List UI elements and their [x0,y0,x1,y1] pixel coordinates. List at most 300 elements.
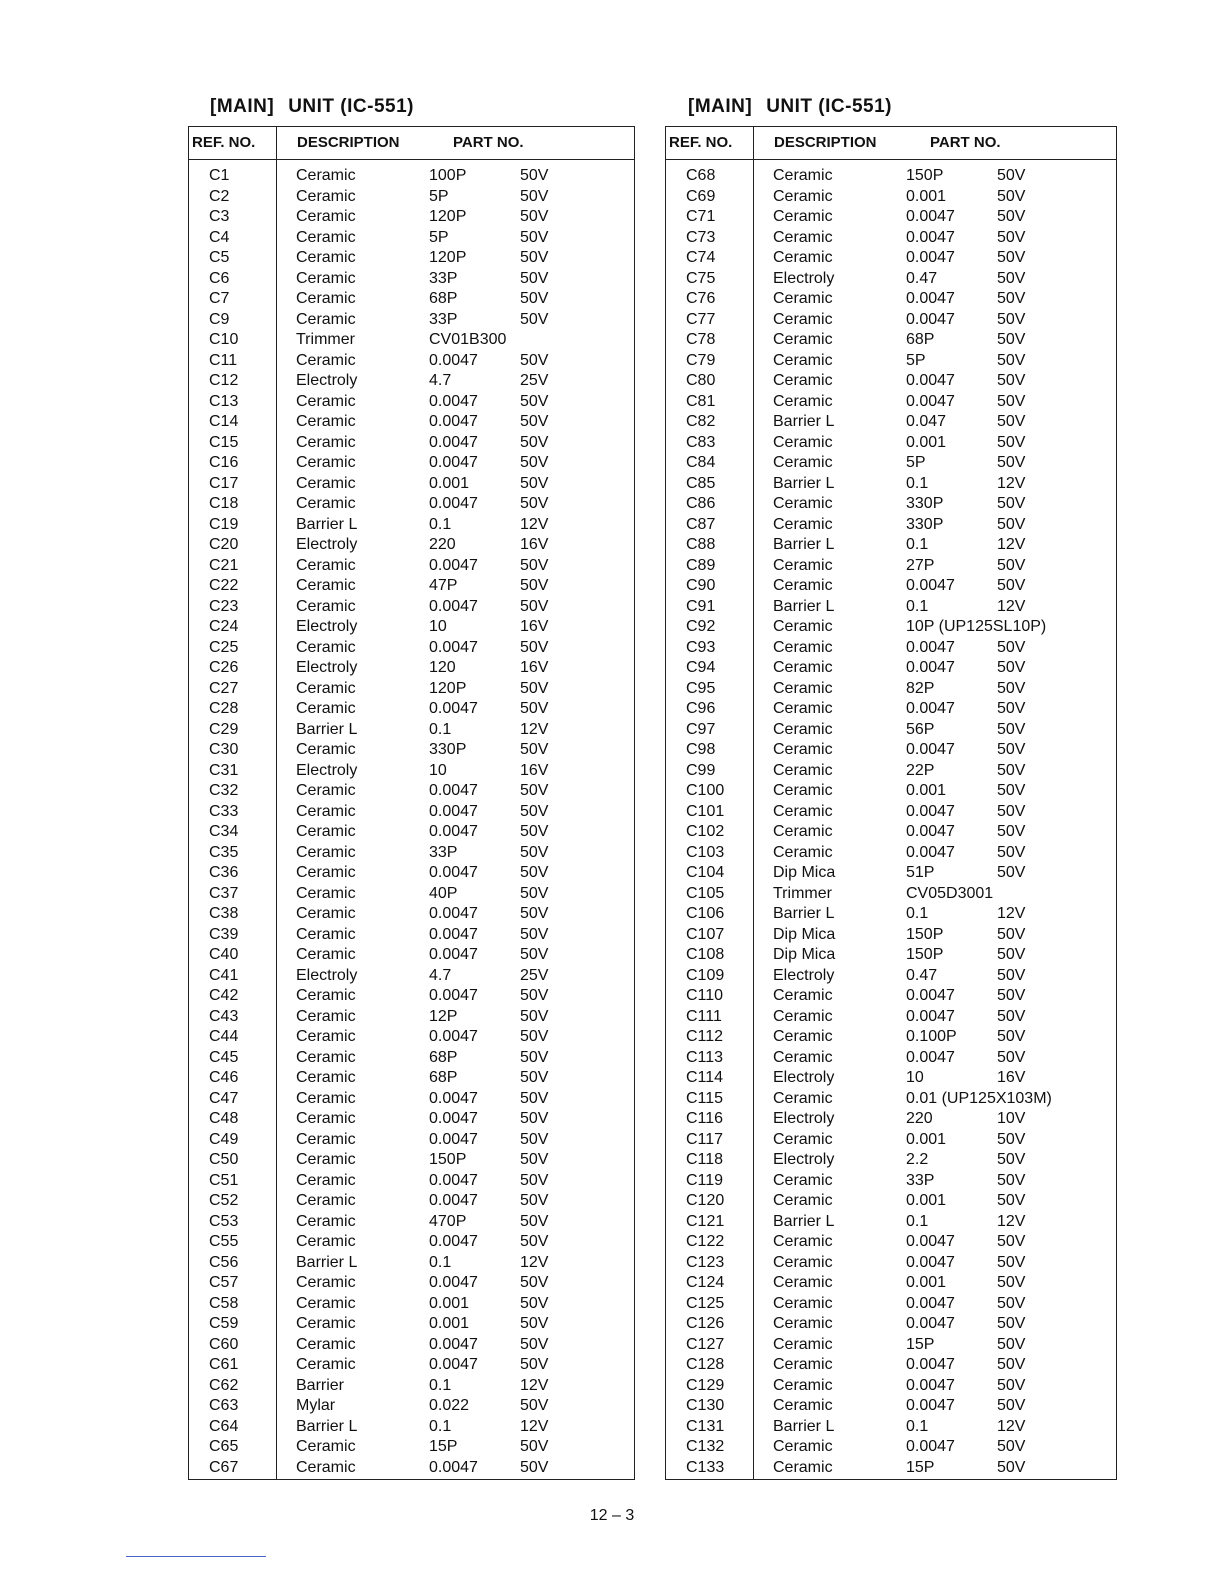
ref-no-cell: C27 [209,679,239,697]
part-value-cell: 0.0047 [429,1335,478,1353]
table-row [189,659,634,680]
ref-no-cell: C46 [209,1069,239,1086]
table-row [189,803,634,824]
part-value-cell: 0.0047 [429,1458,478,1476]
ref-no-cell: C95 [686,679,716,697]
ref-no-cell: C26 [209,659,239,676]
description-cell: Ceramic [773,1253,833,1271]
right-parts-table [665,126,1117,1480]
voltage-cell: 50V [997,372,1026,389]
table-row [189,700,634,721]
voltage-cell: 50V [520,1438,549,1455]
voltage-cell: 50V [520,1274,549,1291]
voltage-cell: 12V [997,597,1026,615]
voltage-cell: 50V [520,187,549,205]
ref-no-cell: C67 [209,1458,239,1476]
description-cell: Barrier L [296,1253,358,1271]
voltage-cell: 50V [997,638,1026,656]
voltage-cell: 50V [520,1192,549,1209]
ref-no-cell: C104 [686,864,725,881]
voltage-cell: 50V [520,1089,549,1107]
description-cell: Ceramic [773,290,833,307]
part-value-cell: 0.0047 [906,1294,955,1312]
ref-no-cell: C22 [209,577,239,594]
part-value-cell: 120 [429,659,456,676]
ref-no-cell: C3 [209,208,230,225]
table-row [666,1110,1116,1131]
description-cell: Dip Mica [773,925,836,943]
table-row [666,249,1116,270]
table-row [666,475,1116,496]
description-cell: Barrier L [296,1417,358,1435]
voltage-cell: 50V [520,1069,549,1086]
voltage-cell: 50V [997,1294,1026,1312]
ref-no-cell: C35 [209,843,239,861]
header-ref-no: REF. NO. [192,134,256,151]
title-bracket: [MAIN] [210,96,275,117]
voltage-cell: 50V [520,1356,549,1373]
header-description: DESCRIPTION [297,134,400,151]
table-row [666,598,1116,619]
table-row [666,188,1116,209]
ref-no-cell: C50 [209,1151,239,1168]
voltage-cell: 50V [520,433,549,451]
ref-no-cell: C82 [686,413,716,430]
part-value-cell: 0.0047 [906,290,955,307]
description-cell: Ceramic [296,823,356,840]
voltage-cell: 50V [520,351,549,369]
description-cell: Ceramic [296,1171,356,1189]
table-row [189,434,634,455]
table-body [666,167,1116,1479]
description-cell: Ceramic [296,946,356,963]
voltage-cell: 50V [520,782,549,799]
part-value-cell: 0.0047 [429,495,478,512]
part-value-cell: 0.0047 [429,987,478,1004]
page-number: 12 – 3 [589,1507,635,1524]
part-value-cell: 0.001 [906,433,947,451]
ref-no-cell: C96 [686,700,716,717]
part-value-cell: 68P [429,1048,458,1066]
description-cell: Ceramic [773,187,833,205]
voltage-cell: 50V [997,679,1026,697]
description-cell: Ceramic [773,700,833,717]
part-value-cell: 220 [429,536,456,553]
voltage-cell: 50V [997,351,1026,369]
table-row [666,1418,1116,1439]
part-value-cell: 0.1 [429,1417,452,1435]
description-cell: Electroly [773,966,835,984]
voltage-cell: 50V [997,741,1026,758]
table-row [189,229,634,250]
description-cell: Ceramic [773,1171,833,1189]
table-row [189,680,634,701]
ref-no-cell: C118 [686,1151,724,1168]
part-value-cell: 0.0047 [906,638,955,656]
table-row [666,1459,1116,1480]
table-row [189,352,634,373]
ref-no-cell: C63 [209,1397,239,1414]
description-cell: Barrier L [296,720,358,738]
part-value-cell: 0.0047 [906,741,955,758]
part-value-cell: 0.0047 [429,351,478,369]
part-value-cell: 0.001 [906,1274,947,1291]
table-row [666,495,1116,516]
description-cell: Ceramic [296,290,356,307]
table-row [666,557,1116,578]
table-row [189,1172,634,1193]
part-value-cell: 330P [906,515,944,533]
description-cell: Ceramic [773,638,833,656]
description-cell: Ceramic [773,495,833,512]
part-value-cell: 0.100P [906,1028,957,1045]
voltage-cell: 50V [520,1335,549,1353]
description-cell: Ceramic [773,331,833,348]
part-value-cell: 0.0047 [429,433,478,451]
voltage-cell: 50V [997,946,1026,963]
voltage-cell: 50V [520,269,549,287]
ref-no-cell: C115 [686,1089,724,1107]
voltage-cell: 50V [997,1048,1026,1066]
voltage-cell: 12V [520,1253,549,1271]
table-header [666,127,1116,160]
description-cell: Ceramic [773,1376,833,1394]
description-cell: Ceramic [773,372,833,389]
voltage-cell: 50V [997,823,1026,840]
ref-no-cell: C15 [209,433,239,451]
ref-no-cell: C88 [686,536,716,553]
part-value-cell: 120P [429,249,467,266]
part-value-cell: 40P [429,884,458,902]
ref-no-cell: C102 [686,823,725,840]
table-row [189,1110,634,1131]
part-value-cell: 0.0047 [429,597,478,615]
voltage-cell: 50V [520,1315,549,1332]
description-cell: Ceramic [296,638,356,656]
voltage-cell: 50V [997,1315,1026,1332]
part-value-cell: 15P [906,1458,935,1476]
description-cell: Electroly [296,536,358,553]
table-row [189,495,634,516]
description-cell: Ceramic [296,1356,356,1373]
part-value-cell: 22P [906,761,935,779]
description-cell: Ceramic [773,1048,833,1066]
ref-no-cell: C59 [209,1315,239,1332]
description-cell: Ceramic [773,515,833,533]
description-cell: Ceramic [773,454,833,471]
voltage-cell: 50V [520,1007,549,1025]
table-row [666,167,1116,188]
ref-no-cell: C80 [686,372,716,389]
table-row [666,639,1116,660]
voltage-cell: 50V [997,1253,1026,1271]
description-cell: Ceramic [773,1028,833,1045]
description-cell: Ceramic [773,249,833,266]
table-row [189,1438,634,1459]
ref-no-cell: C40 [209,946,239,963]
ref-no-cell: C21 [209,556,239,574]
title-rest: UNIT (IC-551) [288,96,414,117]
part-value-cell: 0.01 (UP125X103M) [906,1089,1052,1107]
description-cell: Barrier L [773,413,835,430]
ref-no-cell: C116 [686,1110,724,1127]
description-cell: Ceramic [773,433,833,451]
description-cell: Ceramic [296,433,356,451]
description-cell: Ceramic [773,1356,833,1373]
table-row [666,1295,1116,1316]
voltage-cell: 16V [520,536,549,553]
header-description: DESCRIPTION [774,134,877,151]
description-cell: Trimmer [773,884,832,902]
ref-no-cell: C129 [686,1376,725,1394]
ref-no-cell: C83 [686,433,716,451]
table-row [666,1233,1116,1254]
description-cell: Ceramic [773,741,833,758]
ref-no-cell: C58 [209,1294,239,1312]
ref-no-cell: C6 [209,269,230,287]
ref-no-cell: C78 [686,331,716,348]
part-value-cell: 0.001 [429,1294,470,1312]
ref-no-cell: C97 [686,720,716,738]
table-row [189,1233,634,1254]
table-row [666,434,1116,455]
table-row [666,208,1116,229]
table-row [666,311,1116,332]
description-cell: Ceramic [773,659,833,676]
ref-no-cell: C86 [686,495,716,512]
ref-no-cell: C13 [209,392,239,410]
voltage-cell: 50V [520,413,549,430]
ref-no-cell: C2 [209,187,230,205]
table-row [189,1274,634,1295]
table-row [189,290,634,311]
table-row [189,454,634,475]
part-value-cell: 330P [429,741,467,758]
part-value-cell: CV05D3001 [906,884,994,902]
voltage-cell: 50V [520,310,549,328]
part-value-cell: 0.0047 [906,228,955,246]
voltage-cell: 50V [520,249,549,266]
voltage-cell: 50V [997,208,1026,225]
ref-no-cell: C17 [209,474,239,492]
description-cell: Ceramic [773,823,833,840]
voltage-cell: 50V [997,454,1026,471]
voltage-cell: 50V [997,1438,1026,1455]
ref-no-cell: C34 [209,823,239,840]
description-cell: Ceramic [296,1458,356,1476]
voltage-cell: 50V [997,761,1026,779]
part-value-cell: 0.1 [429,1376,452,1394]
table-row [666,516,1116,537]
table-row [189,782,634,803]
ref-no-cell: C128 [686,1356,725,1373]
part-value-cell: 0.0047 [429,1274,478,1291]
description-cell: Ceramic [296,1212,356,1230]
description-cell: Electroly [773,1069,835,1086]
ref-no-cell: C101 [686,802,725,820]
description-cell: Dip Mica [773,946,836,963]
ref-no-cell: C1 [209,167,230,184]
ref-no-cell: C71 [686,208,716,225]
table-row [189,905,634,926]
description-cell: Ceramic [773,802,833,820]
table-row [666,1315,1116,1336]
part-value-cell: 0.0047 [429,454,478,471]
ref-no-cell: C48 [209,1110,239,1127]
ref-no-cell: C5 [209,249,230,266]
description-cell: Ceramic [296,1335,356,1353]
part-value-cell: 0.0047 [429,925,478,943]
ref-no-cell: C47 [209,1089,239,1107]
ref-no-cell: C11 [209,351,238,369]
part-value-cell: 0.1 [906,536,929,553]
voltage-cell: 50V [520,1171,549,1189]
part-value-cell: 0.0047 [906,843,955,861]
part-value-cell: 0.0047 [906,1397,955,1414]
description-cell: Ceramic [296,843,356,861]
ref-no-cell: C41 [209,966,239,984]
table-row [189,1356,634,1377]
table-row [666,823,1116,844]
table-row [666,1172,1116,1193]
part-value-cell: 0.0047 [906,823,955,840]
description-cell: Ceramic [296,269,356,287]
description-cell: Ceramic [773,310,833,328]
ref-no-cell: C121 [686,1212,725,1230]
description-cell: Ceramic [773,1192,833,1209]
table-row [189,864,634,885]
description-cell: Ceramic [773,1397,833,1414]
part-value-cell: 12P [429,1007,458,1025]
description-cell: Ceramic [296,884,356,902]
voltage-cell: 50V [997,433,1026,451]
part-value-cell: 68P [906,331,935,348]
voltage-cell: 50V [997,1376,1026,1394]
voltage-cell: 50V [997,228,1026,246]
description-cell: Ceramic [296,392,356,410]
part-value-cell: 0.0047 [906,1253,955,1271]
description-cell: Ceramic [773,618,833,635]
ref-no-cell: C45 [209,1048,239,1066]
part-value-cell: 33P [429,310,458,328]
ref-no-cell: C90 [686,577,716,594]
table-row [189,1069,634,1090]
voltage-cell: 12V [520,720,549,738]
description-cell: Ceramic [773,351,833,369]
footer-rule [126,1556,266,1557]
part-value-cell: 0.001 [906,187,947,205]
voltage-cell: 12V [520,1376,549,1394]
part-value-cell: 0.0047 [906,392,955,410]
table-row [666,864,1116,885]
table-row [189,1254,634,1275]
table-row [666,1049,1116,1070]
description-cell: Ceramic [296,187,356,205]
table-row [666,454,1116,475]
table-row [189,208,634,229]
voltage-cell: 50V [520,1151,549,1168]
part-value-cell: 0.0047 [906,208,955,225]
part-value-cell: 10P (UP125SL10P) [906,618,1047,635]
voltage-cell: 50V [520,864,549,881]
ref-no-cell: C100 [686,782,725,799]
part-value-cell: 4.7 [429,372,452,389]
part-value-cell: 0.0047 [429,638,478,656]
part-value-cell: 0.001 [906,1130,947,1148]
part-value-cell: 0.0047 [429,802,478,820]
ref-no-cell: C16 [209,454,239,471]
description-cell: Electroly [773,1110,835,1127]
description-cell: Ceramic [773,1458,833,1476]
table-row [189,885,634,906]
description-cell: Barrier L [773,1212,835,1230]
ref-no-cell: C105 [686,884,725,902]
description-cell: Electroly [773,1151,835,1168]
description-cell: Electroly [296,659,358,676]
description-cell: Ceramic [296,1274,356,1291]
description-cell: Ceramic [296,864,356,881]
table-row [666,618,1116,639]
part-value-cell: 0.0047 [906,659,955,676]
voltage-cell: 50V [997,515,1026,533]
description-cell: Ceramic [296,905,356,922]
table-row [189,946,634,967]
description-cell: Ceramic [773,208,833,225]
description-cell: Ceramic [296,1315,356,1332]
ref-no-cell: C122 [686,1233,725,1250]
ref-no-cell: C112 [686,1028,724,1045]
part-value-cell: 2.2 [906,1151,929,1168]
table-row [189,1315,634,1336]
description-cell: Ceramic [773,679,833,697]
table-row [666,987,1116,1008]
part-value-cell: 0.1 [429,720,452,738]
ref-no-cell: C130 [686,1397,725,1414]
ref-no-cell: C29 [209,720,239,738]
part-value-cell: 0.0047 [906,700,955,717]
ref-no-cell: C65 [209,1438,239,1455]
part-value-cell: 0.0047 [429,1110,478,1127]
part-value-cell: 0.001 [429,1315,470,1332]
part-value-cell: 120P [429,679,467,697]
table-row [666,680,1116,701]
description-cell: Ceramic [773,1233,833,1250]
table-row [666,721,1116,742]
table-row [189,516,634,537]
voltage-cell: 50V [520,474,549,492]
voltage-cell: 12V [997,536,1026,553]
voltage-cell: 12V [997,1212,1026,1230]
description-cell: Electroly [296,372,358,389]
voltage-cell: 16V [520,761,549,779]
table-row [189,311,634,332]
voltage-cell: 50V [520,1110,549,1127]
part-value-cell: 220 [906,1110,933,1127]
voltage-cell: 50V [997,966,1026,984]
description-cell: Ceramic [773,556,833,574]
table-row [666,885,1116,906]
part-value-cell: 0.0047 [429,905,478,922]
ref-no-cell: C133 [686,1458,725,1476]
title-rest: UNIT (IC-551) [766,96,892,117]
part-value-cell: 33P [429,843,458,861]
voltage-cell: 50V [997,1171,1026,1189]
voltage-cell: 50V [520,1130,549,1148]
description-cell: Ceramic [296,577,356,594]
left-parts-table [188,126,635,1480]
description-cell: Ceramic [296,1069,356,1086]
table-row [666,536,1116,557]
